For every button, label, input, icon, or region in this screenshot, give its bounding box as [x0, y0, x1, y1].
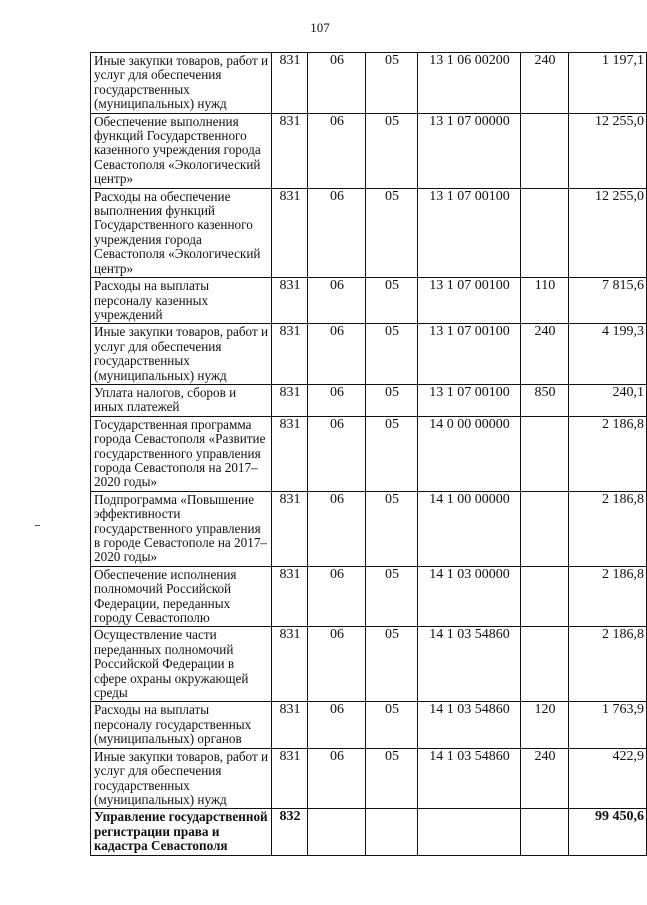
- amount: 1 197,1: [569, 53, 647, 114]
- table-row: [91, 627, 647, 702]
- section-code: 06: [308, 53, 366, 114]
- amount: 2 186,8: [569, 566, 647, 627]
- section-code: 06: [308, 384, 366, 416]
- table-row: [91, 702, 647, 748]
- row-name: Управление государственной регистрации права и кадастра Севастополя: [91, 809, 272, 855]
- dept-code: 831: [272, 188, 308, 277]
- dept-code: 832: [272, 809, 308, 855]
- amount: 422,9: [569, 748, 647, 809]
- expense-type-code: [521, 627, 569, 702]
- row-name: Иные закупки товаров, работ и услуг для обеспечения государственных (муниципальных) нужд: [91, 53, 272, 114]
- amount: 240,1: [569, 384, 647, 416]
- dept-code: 831: [272, 416, 308, 491]
- section-code: [308, 809, 366, 855]
- row-name: Уплата налогов, сборов и иных платежей: [91, 384, 272, 416]
- subsection-code: 05: [366, 627, 418, 702]
- subsection-code: 05: [366, 113, 418, 188]
- table-row: [91, 566, 647, 627]
- amount: 4 199,3: [569, 324, 647, 385]
- section-code: 06: [308, 113, 366, 188]
- expense-type-code: [521, 491, 569, 566]
- target-article-code: 13 1 06 00200: [418, 53, 521, 114]
- amount: 2 186,8: [569, 416, 647, 491]
- section-code: 06: [308, 491, 366, 566]
- expense-type-code: 850: [521, 384, 569, 416]
- section-code: 06: [308, 324, 366, 385]
- table-row: [91, 113, 647, 188]
- subsection-code: 05: [366, 324, 418, 385]
- subsection-code: 05: [366, 566, 418, 627]
- table-row: [91, 748, 647, 809]
- expense-type-code: 240: [521, 324, 569, 385]
- table-row: [91, 324, 647, 385]
- row-name: Расходы на обеспечение выполнения функций Государственного казенного учреждения города Севастополя «Экологический центр»: [91, 188, 272, 277]
- target-article-code: 13 1 07 00100: [418, 188, 521, 277]
- table-row: [91, 491, 647, 566]
- dept-code: 831: [272, 627, 308, 702]
- table-row: [91, 278, 647, 324]
- target-article-code: 14 1 03 00000: [418, 566, 521, 627]
- expense-type-code: 240: [521, 748, 569, 809]
- amount: 12 255,0: [569, 113, 647, 188]
- section-code: 06: [308, 748, 366, 809]
- section-code: 06: [308, 627, 366, 702]
- dept-code: 831: [272, 566, 308, 627]
- dept-code: 831: [272, 53, 308, 114]
- target-article-code: 13 1 07 00100: [418, 384, 521, 416]
- amount: 2 186,8: [569, 627, 647, 702]
- section-code: 06: [308, 188, 366, 277]
- expense-type-code: 110: [521, 278, 569, 324]
- target-article-code: 13 1 07 00000: [418, 113, 521, 188]
- dept-code: 831: [272, 702, 308, 748]
- table-row: [91, 809, 647, 855]
- table-row: [91, 416, 647, 491]
- subsection-code: 05: [366, 188, 418, 277]
- expense-type-code: [521, 188, 569, 277]
- target-article-code: 14 1 00 00000: [418, 491, 521, 566]
- dept-code: 831: [272, 748, 308, 809]
- dept-code: 831: [272, 113, 308, 188]
- expense-type-code: 120: [521, 702, 569, 748]
- budget-table-body: [91, 53, 647, 856]
- amount: 99 450,6: [569, 809, 647, 855]
- row-name: Обеспечение исполнения полномочий Российской Федерации, переданных городу Севастополю: [91, 566, 272, 627]
- subsection-code: 05: [366, 416, 418, 491]
- target-article-code: 13 1 07 00100: [418, 324, 521, 385]
- dept-code: 831: [272, 384, 308, 416]
- section-code: 06: [308, 566, 366, 627]
- budget-table: [90, 52, 647, 856]
- target-article-code: 14 0 00 00000: [418, 416, 521, 491]
- expense-type-code: 240: [521, 53, 569, 114]
- row-name: Иные закупки товаров, работ и услуг для обеспечения государственных (муниципальных) нужд: [91, 324, 272, 385]
- section-code: 06: [308, 702, 366, 748]
- row-name: Государственная программа города Севастополя «Развитие государственного управления города Севастополя на 2017–2020 годы»: [91, 416, 272, 491]
- dept-code: 831: [272, 491, 308, 566]
- page-number: 107: [310, 20, 330, 35]
- row-name: Иные закупки товаров, работ и услуг для обеспечения государственных (муниципальных) нужд: [91, 748, 272, 809]
- target-article-code: 13 1 07 00100: [418, 278, 521, 324]
- target-article-code: 14 1 03 54860: [418, 702, 521, 748]
- subsection-code: 05: [366, 278, 418, 324]
- subsection-code: 05: [366, 702, 418, 748]
- amount: 1 763,9: [569, 702, 647, 748]
- amount: 7 815,6: [569, 278, 647, 324]
- subsection-code: 05: [366, 53, 418, 114]
- expense-type-code: [521, 113, 569, 188]
- target-article-code: 14 1 03 54860: [418, 627, 521, 702]
- expense-type-code: [521, 809, 569, 855]
- amount: 2 186,8: [569, 491, 647, 566]
- table-row: [91, 384, 647, 416]
- section-code: 06: [308, 278, 366, 324]
- target-article-code: 14 1 03 54860: [418, 748, 521, 809]
- row-name: Расходы на выплаты персоналу государственных (муниципальных) органов: [91, 702, 272, 748]
- row-name: Расходы на выплаты персоналу казенных учреждений: [91, 278, 272, 324]
- subsection-code: 05: [366, 384, 418, 416]
- subsection-code: [366, 809, 418, 855]
- table-row: [91, 53, 647, 114]
- row-name: Обеспечение выполнения функций Государственного казенного учреждения города Севастополя «Экологический центр»: [91, 113, 272, 188]
- dept-code: 831: [272, 324, 308, 385]
- amount: 12 255,0: [569, 188, 647, 277]
- row-name: Осуществление части переданных полномочий Российской Федерации в сфере охраны окружающей среды: [91, 627, 272, 702]
- subsection-code: 05: [366, 748, 418, 809]
- section-code: 06: [308, 416, 366, 491]
- expense-type-code: [521, 416, 569, 491]
- margin-mark: [35, 525, 40, 526]
- row-name: Подпрограмма «Повышение эффективности государственного управления в городе Севастополе на 2017–2020 годы»: [91, 491, 272, 566]
- subsection-code: 05: [366, 491, 418, 566]
- dept-code: 831: [272, 278, 308, 324]
- expense-type-code: [521, 566, 569, 627]
- target-article-code: [418, 809, 521, 855]
- table-row: [91, 188, 647, 277]
